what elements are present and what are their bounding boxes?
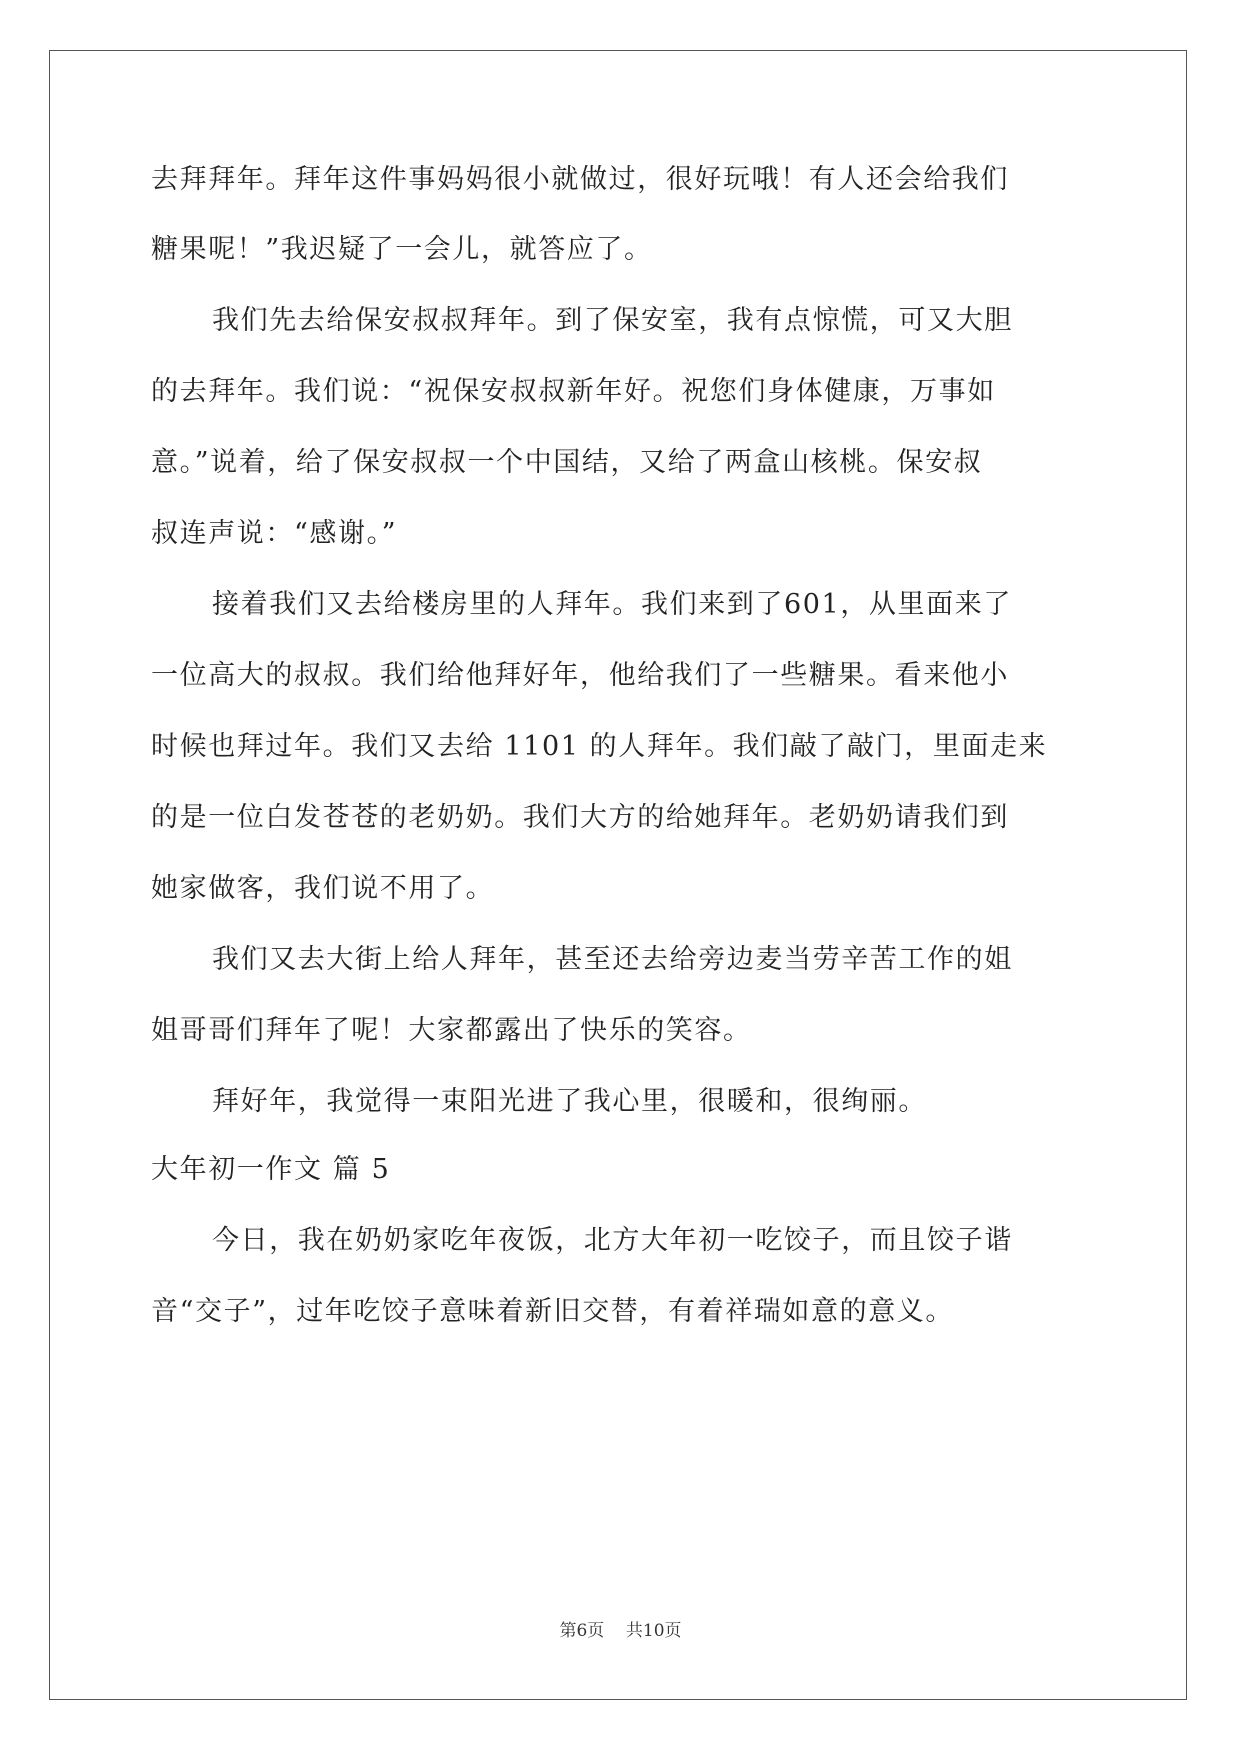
paragraph-first-line: 我们又去大街上给人拜年，甚至还去给旁边麦当劳辛苦工作的姐 <box>212 944 1013 975</box>
paragraph-first-line: 今日，我在奶奶家吃年夜饭，北方大年初一吃饺子，而且饺子谐 <box>212 1225 1013 1256</box>
page-total: 共10页 <box>625 1621 682 1641</box>
text-line: 她家做客，我们说不用了。 <box>151 873 495 904</box>
text-line: 时候也拜过年。我们又去给 1101 的人拜年。我们敲了敲门，里面走来 <box>151 731 1048 762</box>
text-line: 的去拜年。我们说：“祝保安叔叔新年好。祝您们身体健康，万事如 <box>151 376 996 407</box>
page-footer <box>0 1616 1241 1641</box>
text-line: 的是一位白发苍苍的老奶奶。我们大方的给她拜年。老奶奶请我们到 <box>151 802 1009 833</box>
text-line: 音“交子”，过年吃饺子意味着新旧交替，有着祥瑞如意的意义。 <box>151 1296 955 1327</box>
paragraph-first-line: 接着我们又去给楼房里的人拜年。我们来到了601，从里面来了 <box>212 589 1012 620</box>
text-line: 姐哥哥们拜年了呢！大家都露出了快乐的笑容。 <box>151 1015 752 1046</box>
text-line: 叔连声说：“感谢。” <box>151 518 398 549</box>
paragraph-first-line: 拜好年，我觉得一束阳光进了我心里，很暖和，很绚丽。 <box>212 1086 927 1117</box>
text-line: 糖果呢！”我迟疑了一会儿，就答应了。 <box>151 234 653 265</box>
text-line: 去拜拜年。拜年这件事妈妈很小就做过，很好玩哦！有人还会给我们 <box>151 164 1009 195</box>
text-line: 意。”说着，给了保安叔叔一个中国结，又给了两盒山核桃。保安叔 <box>151 447 983 478</box>
section-heading: 大年初一作文 篇 5 <box>151 1154 391 1185</box>
paragraph-first-line: 我们先去给保安叔叔拜年。到了保安室，我有点惊慌，可又大胆 <box>212 305 1013 336</box>
text-line: 一位高大的叔叔。我们给他拜好年，他给我们了一些糖果。看来他小 <box>151 660 1009 691</box>
page-number: 第6页 <box>559 1621 605 1641</box>
